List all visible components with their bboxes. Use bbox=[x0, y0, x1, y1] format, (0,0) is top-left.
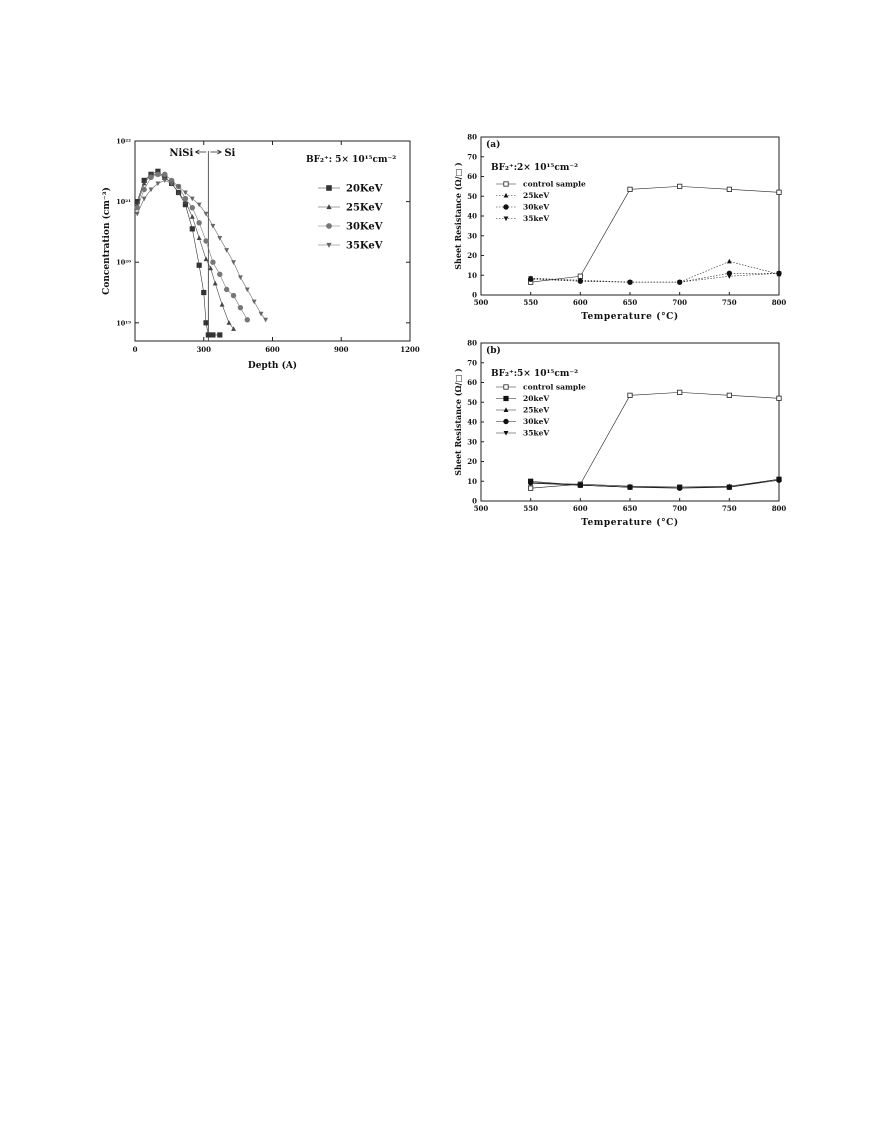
data-point bbox=[204, 321, 208, 325]
data-point bbox=[628, 393, 632, 397]
sheet-resistance-chart-a bbox=[453, 133, 786, 323]
x-tick-label: 600 bbox=[573, 504, 588, 513]
data-point bbox=[245, 288, 250, 293]
data-point bbox=[197, 221, 201, 225]
x-tick-label: 750 bbox=[722, 298, 737, 307]
y-tick-label: 40 bbox=[467, 417, 477, 427]
data-point bbox=[208, 266, 213, 271]
series-line bbox=[531, 261, 779, 282]
data-point bbox=[777, 190, 781, 194]
data-point bbox=[162, 178, 167, 183]
legend-label: control sample bbox=[523, 179, 586, 189]
dose-label: BF₂⁺:5× 10¹⁵cm⁻² bbox=[491, 369, 579, 379]
legend-marker bbox=[504, 182, 508, 186]
data-point bbox=[190, 227, 194, 231]
data-point bbox=[238, 275, 243, 280]
y-tick-label: 30 bbox=[467, 231, 477, 241]
y-tick-label: 0 bbox=[472, 290, 477, 300]
x-tick-label: 500 bbox=[473, 504, 489, 513]
data-point bbox=[142, 197, 147, 202]
x-tick-label: 1200 bbox=[400, 345, 420, 354]
y-tick-label: 30 bbox=[467, 437, 477, 447]
data-point bbox=[211, 333, 215, 337]
data-point bbox=[142, 187, 146, 191]
legend-label: 25KeV bbox=[346, 202, 383, 214]
data-point bbox=[231, 293, 235, 297]
data-point bbox=[211, 260, 215, 264]
x-tick-label: 750 bbox=[722, 504, 737, 513]
legend-label: 20keV bbox=[523, 394, 550, 403]
series-line bbox=[531, 479, 779, 487]
legend-label: 30keV bbox=[523, 417, 550, 426]
legend-marker bbox=[326, 204, 331, 209]
x-axis-label: Temperature (°C) bbox=[581, 312, 679, 322]
legend-marker bbox=[504, 407, 509, 412]
sheet-resistance-chart-b bbox=[453, 339, 786, 529]
y-tick-label: 70 bbox=[467, 358, 477, 368]
series-line bbox=[531, 392, 779, 488]
depth-profile-chart bbox=[101, 138, 420, 372]
legend-label: 25keV bbox=[523, 191, 550, 200]
data-point bbox=[727, 187, 731, 191]
x-tick-label: 0 bbox=[132, 345, 138, 354]
y-tick-label: 60 bbox=[467, 172, 477, 181]
data-point bbox=[149, 175, 153, 179]
data-point bbox=[217, 236, 222, 241]
data-point bbox=[190, 214, 195, 219]
arrow-left bbox=[195, 150, 206, 154]
y-tick-label: 10 bbox=[467, 476, 477, 486]
data-point bbox=[628, 187, 632, 191]
x-tick-label: 550 bbox=[523, 298, 538, 307]
legend-label: control sample bbox=[523, 382, 586, 392]
legend-marker bbox=[504, 217, 509, 222]
legend-marker bbox=[504, 205, 508, 209]
data-point bbox=[183, 196, 187, 200]
data-point bbox=[163, 172, 167, 176]
y-tick-label: 70 bbox=[467, 152, 477, 162]
series-control-sample bbox=[528, 184, 781, 284]
y-axis-label: Sheet Resistance (Ω/□ ) bbox=[453, 368, 463, 476]
series-line bbox=[531, 186, 779, 282]
data-point bbox=[135, 205, 139, 209]
series-line bbox=[137, 180, 265, 319]
legend-marker bbox=[504, 193, 509, 198]
x-tick-label: 500 bbox=[473, 298, 489, 307]
data-point bbox=[204, 239, 208, 243]
x-tick-label: 800 bbox=[771, 298, 787, 307]
data-point bbox=[727, 393, 731, 397]
data-point bbox=[210, 224, 215, 229]
y-tick-label: 20 bbox=[467, 457, 477, 466]
data-point bbox=[224, 248, 229, 253]
y-tick-label: 0 bbox=[472, 496, 477, 506]
y-tick-label: 10²² bbox=[116, 137, 131, 146]
series-line bbox=[531, 479, 779, 487]
data-point bbox=[227, 320, 232, 325]
legend-marker bbox=[504, 385, 508, 389]
dose-label: BF₂⁺:2× 10¹⁵cm⁻² bbox=[491, 163, 579, 173]
series-25keV bbox=[528, 259, 781, 284]
annotation-nisi: NiSi bbox=[169, 148, 194, 159]
y-tick-label: 10 bbox=[467, 270, 477, 280]
data-point bbox=[677, 390, 681, 394]
data-point bbox=[202, 290, 206, 294]
arrow-right bbox=[210, 150, 221, 154]
data-point bbox=[677, 184, 681, 188]
data-point bbox=[727, 274, 732, 279]
data-point bbox=[204, 212, 209, 217]
series-30KeV bbox=[135, 172, 249, 322]
y-tick-label: 40 bbox=[467, 211, 477, 221]
x-tick-label: 300 bbox=[196, 345, 212, 354]
x-axis-label: Temperature (°C) bbox=[581, 518, 679, 528]
x-tick-label: 700 bbox=[672, 298, 687, 307]
legend-marker bbox=[504, 419, 508, 423]
y-tick-label: 10²¹ bbox=[116, 198, 131, 207]
data-point bbox=[252, 300, 257, 305]
data-point bbox=[220, 302, 225, 307]
data-point bbox=[213, 281, 218, 286]
data-point bbox=[218, 272, 222, 276]
data-point bbox=[231, 260, 236, 265]
data-point bbox=[224, 287, 228, 291]
x-tick-label: 600 bbox=[265, 345, 280, 354]
x-tick-label: 800 bbox=[771, 504, 787, 513]
series-35KeV bbox=[135, 178, 268, 322]
y-tick-label: 80 bbox=[467, 338, 477, 348]
y-tick-label: 10¹⁹ bbox=[116, 319, 131, 328]
data-point bbox=[727, 259, 732, 264]
dose-label: BF₂⁺: 5× 10¹⁵cm⁻² bbox=[306, 155, 397, 165]
series-line bbox=[137, 171, 220, 335]
y-tick-label: 60 bbox=[467, 378, 477, 387]
data-point bbox=[197, 263, 201, 267]
data-point bbox=[206, 333, 210, 337]
series-25KeV bbox=[135, 172, 236, 331]
data-point bbox=[156, 172, 160, 176]
legend-label: 25keV bbox=[523, 405, 550, 415]
panel-label: (a) bbox=[486, 140, 501, 150]
y-axis-label: Concentration (cm⁻³) bbox=[102, 187, 112, 295]
data-point bbox=[528, 486, 532, 490]
series-line bbox=[137, 174, 247, 319]
x-tick-label: 600 bbox=[573, 298, 588, 307]
series-line bbox=[531, 479, 779, 487]
legend-marker bbox=[504, 396, 508, 400]
y-tick-label: 10²⁰ bbox=[116, 258, 131, 267]
y-axis-label: Sheet Resistance (Ω/□ ) bbox=[453, 162, 463, 270]
data-point bbox=[183, 191, 188, 196]
data-point bbox=[777, 396, 781, 400]
data-point bbox=[135, 212, 140, 217]
legend-marker bbox=[504, 431, 509, 436]
data-point bbox=[263, 318, 268, 323]
legend-marker bbox=[327, 224, 332, 229]
data-point bbox=[238, 305, 242, 309]
legend-marker bbox=[326, 243, 331, 248]
y-tick-label: 80 bbox=[467, 132, 477, 142]
data-point bbox=[155, 181, 160, 186]
x-tick-label: 700 bbox=[672, 504, 687, 513]
panel-label: (b) bbox=[486, 346, 501, 356]
y-tick-label: 50 bbox=[467, 397, 477, 407]
annotation-si: Si bbox=[224, 148, 236, 159]
legend-label: 30keV bbox=[523, 202, 550, 212]
x-tick-label: 650 bbox=[622, 298, 638, 307]
series-control-sample bbox=[528, 390, 781, 490]
x-tick-label: 900 bbox=[333, 345, 349, 354]
x-tick-label: 650 bbox=[622, 504, 638, 513]
legend-label: 30KeV bbox=[346, 221, 383, 233]
legend-label: 35KeV bbox=[346, 240, 383, 252]
legend-label: 35keV bbox=[523, 214, 550, 223]
x-tick-label: 550 bbox=[523, 504, 538, 513]
x-axis-label: Depth (A) bbox=[247, 361, 298, 371]
data-point bbox=[190, 197, 195, 202]
legend-label: 35keV bbox=[523, 428, 550, 438]
y-tick-label: 50 bbox=[467, 191, 477, 201]
data-point bbox=[245, 318, 249, 322]
data-point bbox=[218, 333, 222, 337]
data-point bbox=[190, 205, 194, 209]
data-point bbox=[204, 257, 209, 262]
legend-marker bbox=[327, 186, 332, 191]
data-point bbox=[197, 235, 202, 240]
y-tick-label: 20 bbox=[467, 251, 477, 260]
legend-label: 20KeV bbox=[346, 183, 383, 195]
